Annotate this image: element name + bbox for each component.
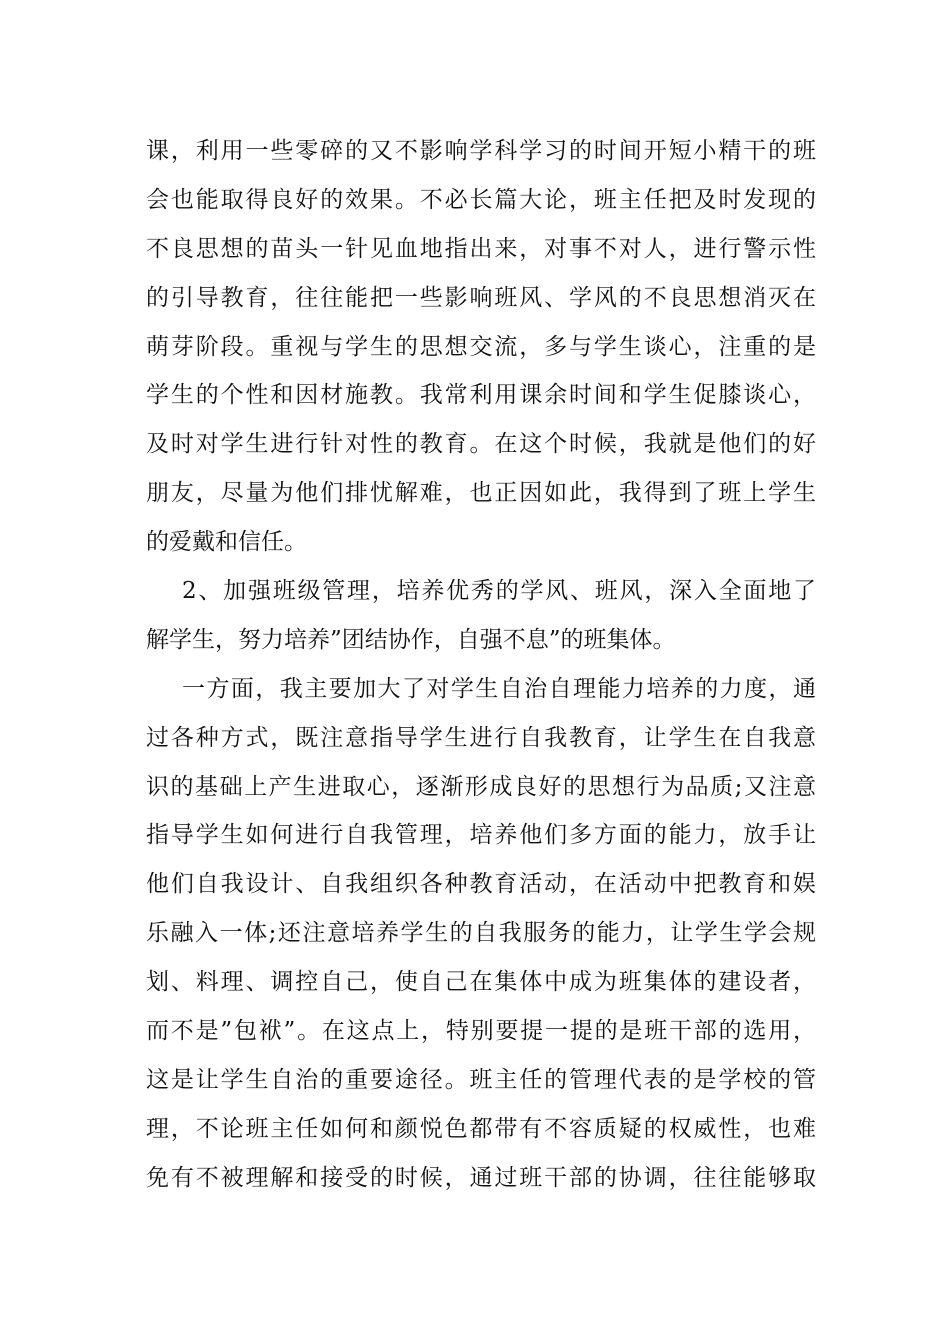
text-line: 萌芽阶段。重视与学生的思想交流，多与学生谈心，注重的是	[146, 333, 816, 360]
text-line: 会也能取得良好的效果。不必长篇大论，班主任把及时发现的	[146, 186, 816, 213]
text-line: 解学生，努力培养”团结协作，自强不息”的班集体。	[146, 626, 676, 653]
text-line: 而不是”包袱”。在这点上，特别要提一提的是班干部的选用，	[146, 1018, 816, 1045]
text-line: 过各种方式，既注意指导学生进行自我教育，让学生在自我意	[146, 724, 816, 751]
text-line: 识的基础上产生进取心，逐渐形成良好的思想行为品质;又注意	[146, 773, 816, 800]
text-line: 的爱戴和信任。	[146, 529, 307, 556]
text-line: 2、加强班级管理，培养优秀的学风、班风，深入全面地了	[182, 578, 816, 605]
text-line: 理，不论班主任如何和颜悦色都带有不容质疑的权威性，也难	[146, 1115, 816, 1142]
text-line: 不良思想的苗头一针见血地指出来，对事不对人，进行警示性	[146, 235, 816, 262]
body-text	[146, 127, 816, 1203]
text-line: 的引导教育，往往能把一些影响班风、学风的不良思想消灭在	[146, 284, 816, 311]
text-line: 免有不被理解和接受的时候，通过班干部的协调，往往能够取	[146, 1164, 816, 1191]
text-line: 课，利用一些零碎的又不影响学科学习的时间开短小精干的班	[146, 138, 816, 164]
text-line: 一方面，我主要加大了对学生自治自理能力培养的力度，通	[182, 675, 816, 702]
text-line: 朋友，尽量为他们排忧解难，也正因如此，我得到了班上学生	[146, 480, 816, 507]
text-line: 这是让学生自治的重要途径。班主任的管理代表的是学校的管	[146, 1066, 816, 1093]
text-line: 他们自我设计、自我组织各种教育活动，在活动中把教育和娱	[146, 871, 816, 898]
text-line: 指导学生如何进行自我管理，培养他们多方面的能力，放手让	[146, 822, 816, 849]
text-line: 及时对学生进行针对性的教育。在这个时候，我就是他们的好	[146, 431, 816, 458]
text-line: 学生的个性和因材施教。我常利用课余时间和学生促膝谈心，	[146, 382, 816, 409]
text-line: 乐融入一体;还注意培养学生的自我服务的能力，让学生学会规	[146, 920, 816, 947]
text-line: 划、料理、调控自己，使自己在集体中成为班集体的建设者，	[146, 969, 816, 996]
